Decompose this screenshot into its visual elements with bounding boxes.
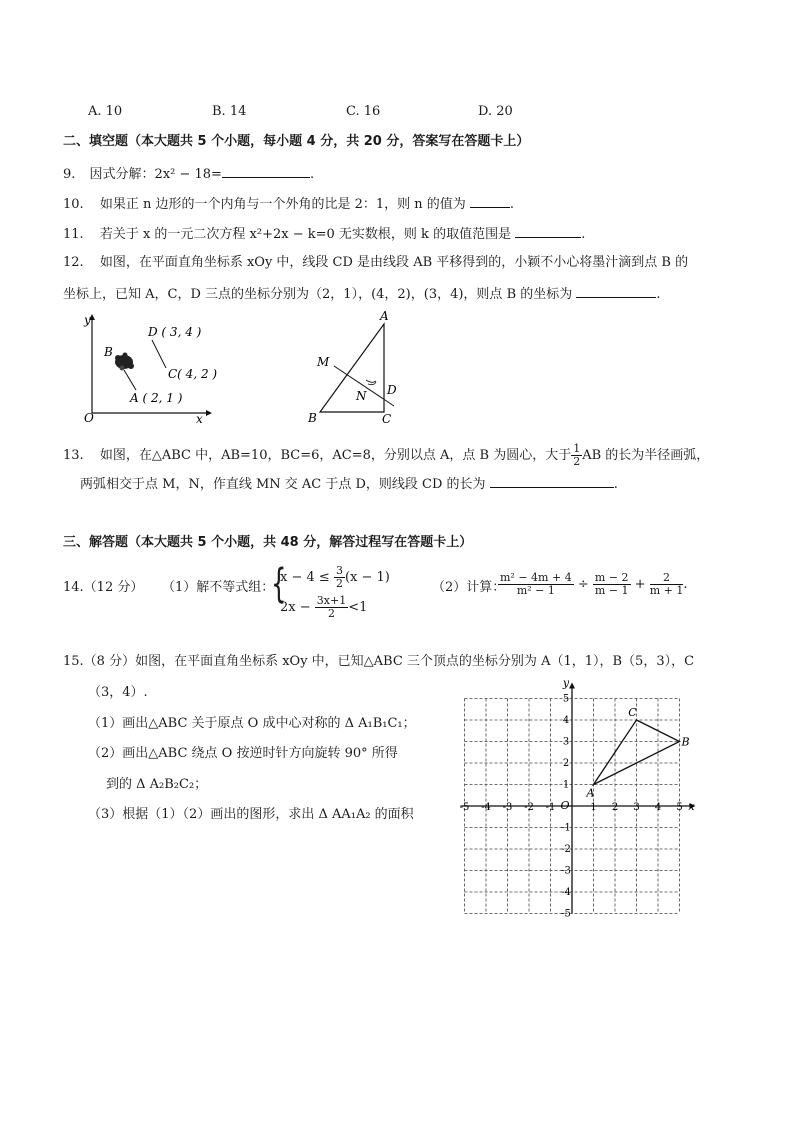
ineq2-num: 3x+1 (316, 594, 347, 607)
y-axis-label: y (562, 676, 570, 690)
label-a: A (380, 309, 389, 323)
figure-q12 (78, 308, 218, 426)
option-a: A. 10 (88, 104, 123, 119)
x-label: x (196, 412, 203, 426)
origin-label: O (560, 799, 570, 812)
x-tick-label: 1 (590, 802, 597, 813)
x-tick-label: 4 (654, 802, 662, 813)
f1-den: m² − 1 (516, 584, 555, 597)
q13-text-1a: 如图，在△ABC 中，AB=10，BC=6，AC=8，分别以点 A，点 B 为圆心，大于 (99, 448, 572, 463)
q9-answer-blank[interactable] (222, 165, 310, 178)
f3-num: 2 (650, 572, 684, 585)
ineq2-den: 2 (327, 607, 335, 620)
fraction-3x1-2 (315, 595, 348, 620)
q10-end: . (509, 197, 515, 212)
ineq1-den: 2 (335, 577, 343, 590)
ineq1-num: 3 (335, 564, 343, 577)
f3-den: m + 1 (649, 584, 684, 597)
label-m: M (317, 355, 330, 369)
q12-answer-blank[interactable] (576, 285, 656, 298)
label-c: C (628, 706, 637, 719)
x-tick-label: -3 (502, 802, 513, 813)
y-tick-label: -1 (561, 822, 571, 834)
q15-subquestion-3: （3）根据（1）（2）画出的图形，求出 Δ AA₁A₂ 的面积 (88, 807, 414, 822)
y-tick-label: -4 (561, 887, 571, 898)
q15-line1: 15.（8 分）如图，在平面直角坐标系 xOy 中，已知△ABC 三个顶点的坐标分别为 A（1，1），B（5，3），C (63, 654, 695, 669)
f2-den: m − 1 (594, 584, 629, 597)
label-b: B (308, 411, 317, 425)
q14-number: 14.（12 分） (63, 580, 144, 595)
q13-line1 (63, 443, 709, 468)
q15-subquestion-2: （2）画出△ABC 绕点 O 按逆时针方向旋转 90° 所得 (88, 746, 398, 761)
q11 (63, 225, 585, 243)
q12-line1 (63, 255, 688, 271)
ineq1-left: x − 4 ≤ (280, 570, 330, 585)
option-d: D. 20 (478, 104, 513, 119)
q13-text-2: 两弧相交于点 M，N，作直线 MN 交 AC 于点 D，则线段 CD 的长为 (80, 477, 486, 492)
segment-ab (124, 370, 136, 390)
q14-expression (498, 572, 688, 597)
fraction-3-2 (334, 565, 345, 590)
y-tick-label: 1 (562, 779, 570, 791)
f1-num: m² − 4m + 4 (500, 571, 572, 584)
fraction-half-num: 1 (573, 442, 581, 455)
q10-answer-blank[interactable] (470, 195, 510, 208)
y-tick-label: 3 (562, 736, 570, 748)
segment-cd (152, 340, 166, 368)
y-tick-label: -5 (561, 908, 571, 920)
q9-end: . (309, 167, 315, 182)
y-tick-label: 2 (562, 758, 570, 769)
label-a: A ( 2, 1 ) (130, 391, 183, 405)
label-n: N (356, 389, 367, 403)
plus-sign: + (634, 577, 646, 592)
y-tick-label: 5 (562, 693, 570, 705)
figure-q13 (300, 308, 410, 428)
x-tick-label: -2 (524, 802, 534, 813)
section2-title: 二、填空题（本大题共 5 个小题，每小题 4 分，共 20 分，答案写在答题卡上） (63, 134, 530, 149)
x-tick-label: 3 (633, 802, 640, 813)
label-d: D (387, 383, 397, 397)
q12-end: . (656, 287, 661, 302)
fraction-half (571, 443, 582, 468)
ineq2-right: <1 (348, 600, 368, 615)
triangle-abc (320, 324, 384, 412)
inequality-1 (280, 565, 390, 590)
q9 (63, 165, 314, 183)
ineq1-right: (x − 1) (344, 570, 390, 585)
x-tick-label: -4 (481, 802, 491, 813)
q12-text-1: 如图，在平面直角坐标系 xOy 中，线段 CD 是由线段 AB 平移得到的，小颖不小心将墨汁滴到点 B 的 (99, 255, 689, 270)
option-b: B. 14 (212, 104, 247, 119)
y-tick-label: -3 (561, 865, 571, 877)
q11-answer-blank[interactable] (515, 225, 581, 238)
option-c: C. 16 (346, 104, 381, 119)
y-label: y (84, 313, 91, 327)
label-c: C (382, 412, 392, 426)
q12-number: 12. (63, 255, 84, 270)
y-arrow-icon (569, 683, 575, 689)
x-axis-label: x (688, 800, 695, 813)
x-tick-label: 2 (611, 802, 619, 813)
x-tick-label: -1 (545, 802, 556, 813)
q12-line2 (63, 285, 661, 303)
fraction-2 (593, 572, 631, 597)
inequality-2 (280, 595, 367, 620)
ink-blot-icon (115, 353, 134, 371)
q11-number: 11. (63, 227, 84, 242)
q14-part2-label: （2）计算： (432, 580, 506, 595)
label-c: C( 4, 2 ) (168, 367, 218, 381)
brace-icon: { (271, 561, 287, 607)
q15-subquestion-1: （1）画出△ABC 关于原点 O 成中心对称的 Δ A₁B₁C₁； (88, 716, 416, 731)
fraction-half-den: 2 (573, 455, 581, 468)
x-tick-label: 5 (676, 802, 683, 813)
y-tick-label: 4 (562, 715, 570, 726)
f2-num: m − 2 (594, 571, 629, 584)
q14-part1-label: （1）解不等式组： (162, 580, 275, 595)
q9-text: 因式分解：2x² − 18= (89, 167, 222, 182)
label-b: B (681, 735, 690, 749)
section3-title: 三、解答题（本大题共 5 个小题，共 48 分，解答过程写在答题卡上） (63, 535, 473, 550)
q14-end: . (683, 577, 688, 592)
q15-line2: （3，4）. (88, 685, 148, 700)
label-d: D ( 3, 4 ) (148, 325, 202, 339)
q13-line2 (80, 475, 618, 493)
x-tick-label: -5 (459, 802, 470, 813)
fraction-3 (650, 572, 684, 597)
x-axis-arrow-icon (206, 410, 212, 416)
label-b: B (104, 345, 113, 359)
q12-text-2: 坐标上，已知 A，C，D 三点的坐标分别为（2，1），(4，2)，(3，4)，则点 B 的坐标为 (63, 287, 573, 302)
q13-answer-blank[interactable] (490, 475, 614, 488)
q13-end: . (613, 477, 618, 492)
divide-sign: ÷ (577, 577, 589, 592)
q13-text-1b: AB 的长为半径画弧， (582, 448, 710, 463)
q9-number: 9. (63, 167, 76, 182)
arc-mark-1 (366, 380, 376, 382)
q10-text: 如果正 n 边形的一个内角与一个外角的比是 2：1，则 n 的值为 (99, 197, 466, 212)
y-tick-label: -2 (561, 844, 571, 855)
q15-subquestion-2b: 到的 Δ A₂B₂C₂； (106, 777, 208, 792)
q10-number: 10. (63, 197, 84, 212)
label-a: A (586, 786, 595, 800)
fraction-1 (498, 572, 574, 597)
coordinate-grid-q15 (459, 676, 698, 920)
q11-end: . (581, 227, 586, 242)
ineq2-left: 2x − (280, 600, 311, 615)
q11-text: 若关于 x 的一元二次方程 x²+2x − k=0 无实数根，则 k 的取值范围是 (99, 227, 512, 242)
origin-label: O (84, 411, 94, 425)
q10 (63, 195, 514, 213)
q13-number: 13. (63, 448, 84, 463)
